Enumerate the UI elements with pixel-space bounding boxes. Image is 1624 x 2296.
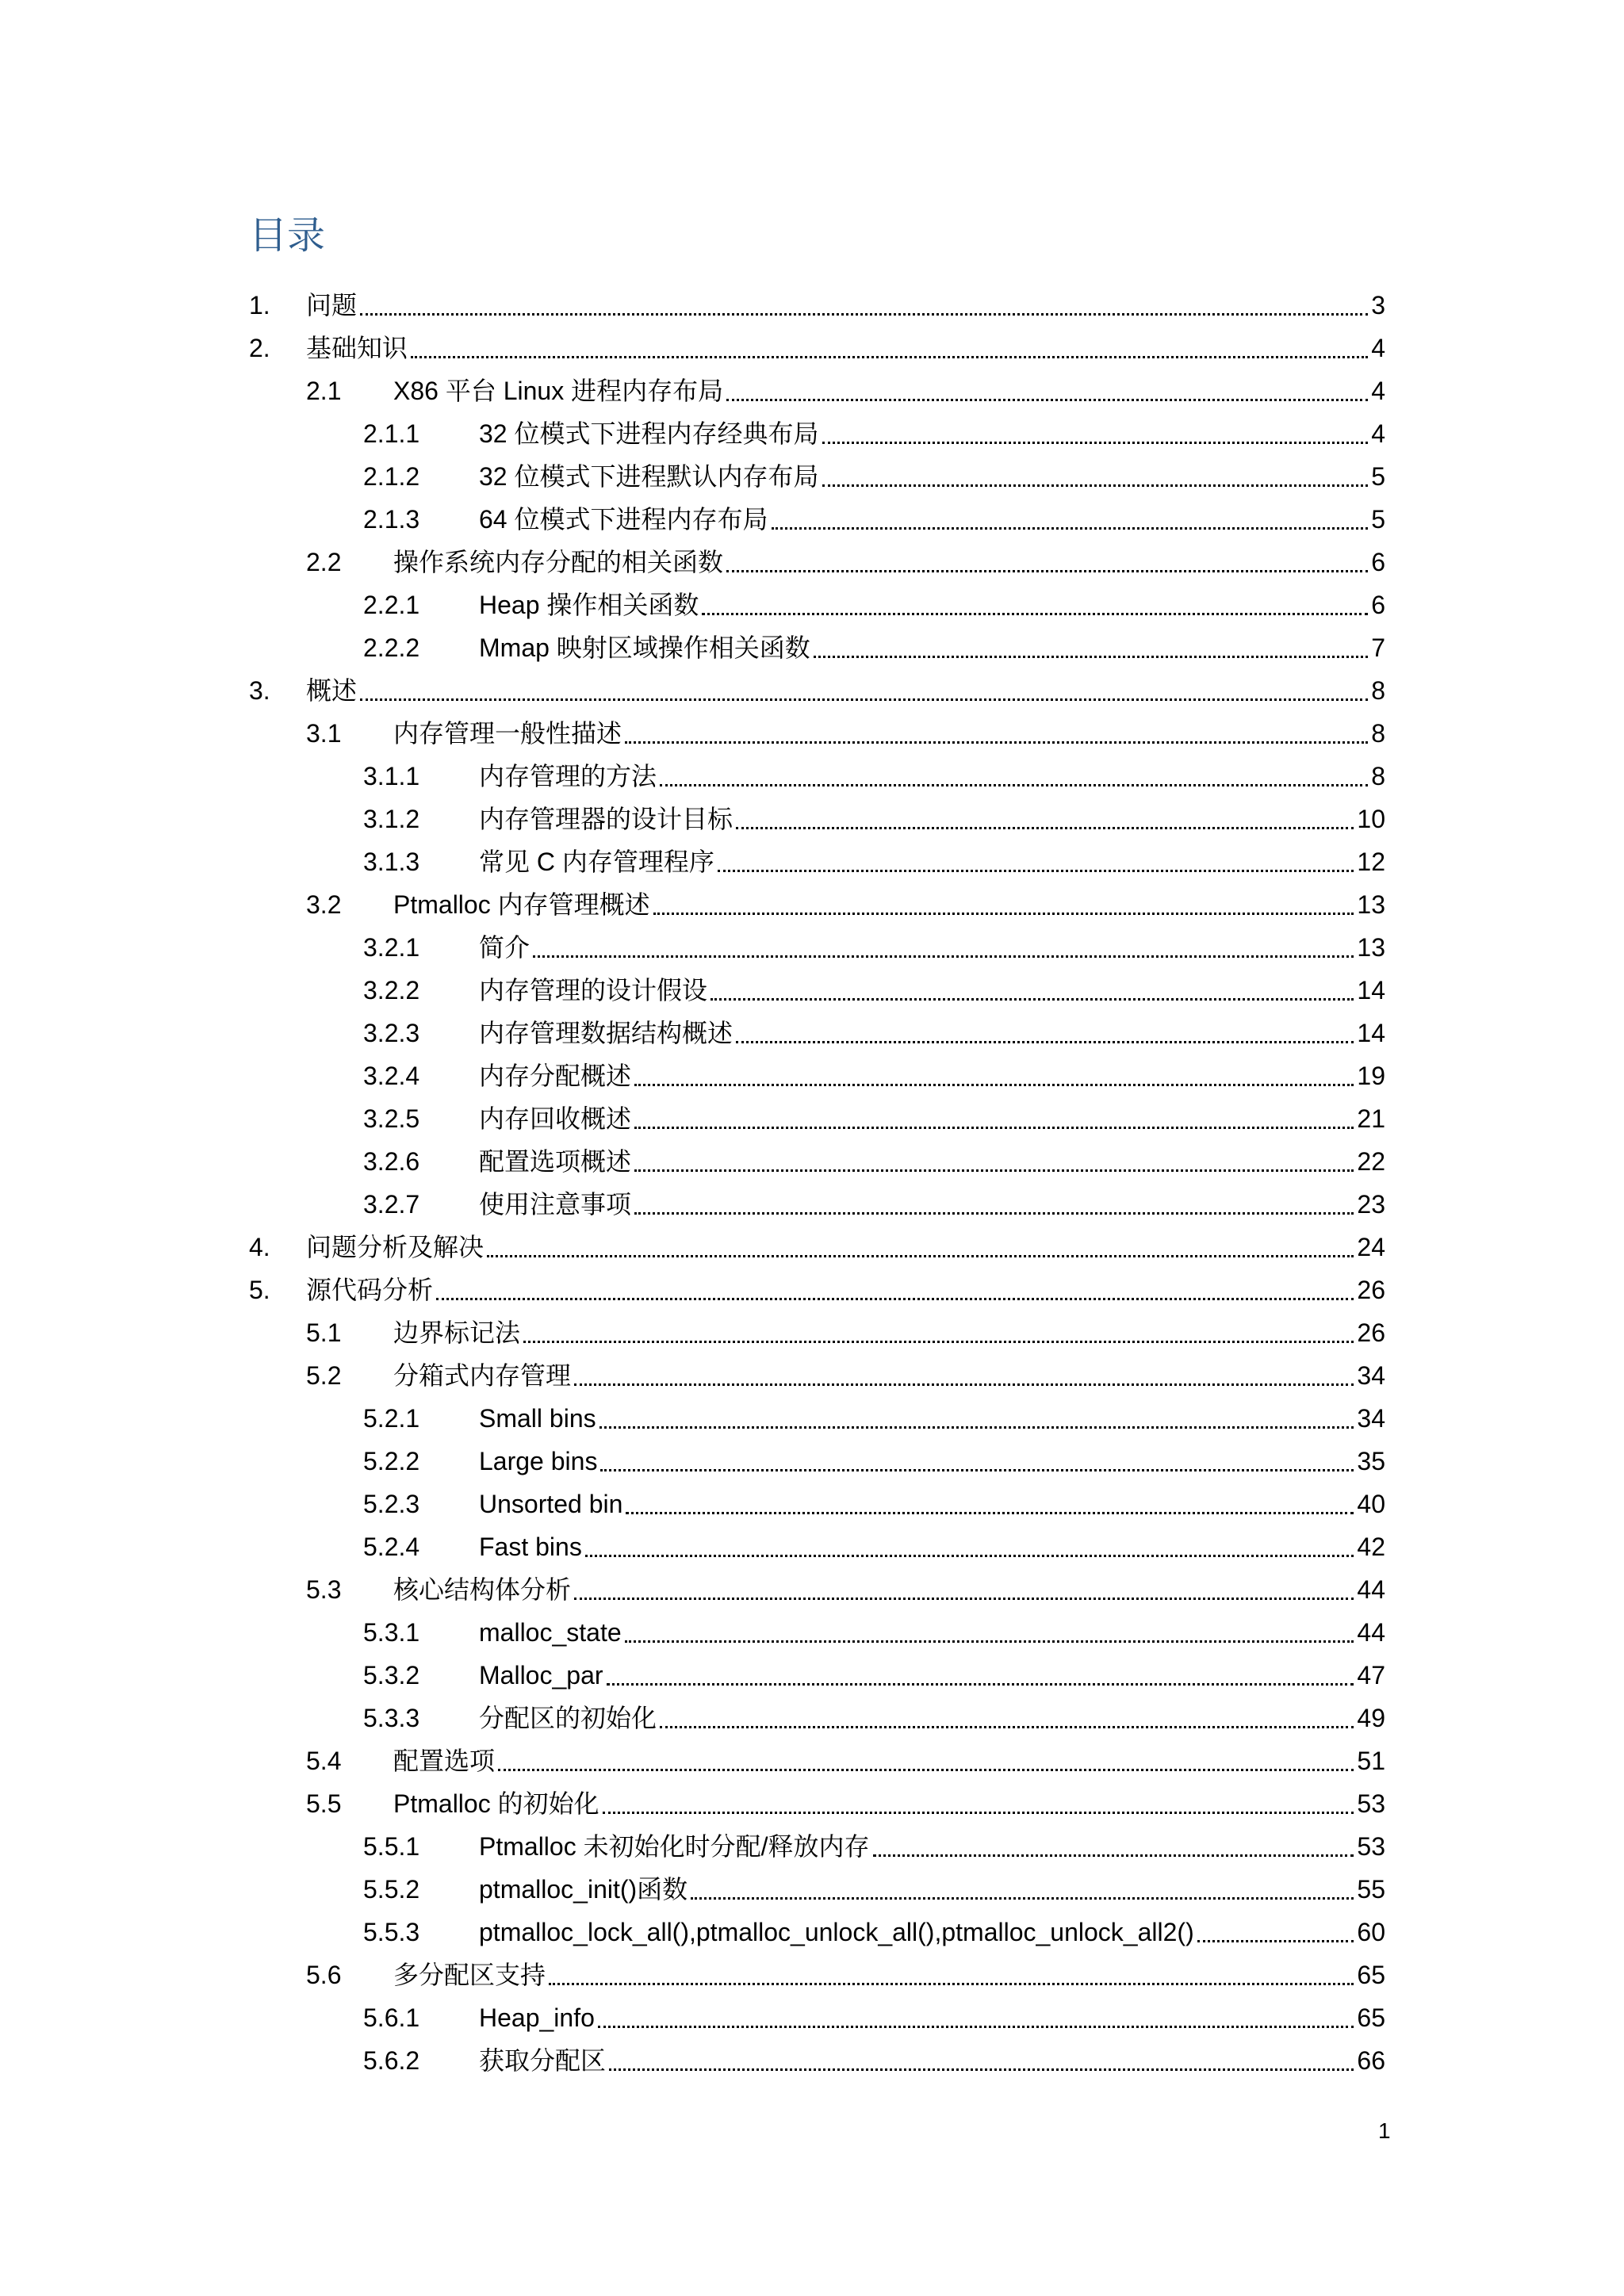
dot-leader — [634, 1127, 1354, 1129]
toc-entry-line — [479, 1444, 1385, 1479]
toc-entry-page: 24 — [1357, 1233, 1385, 1261]
dot-leader — [574, 1598, 1354, 1600]
dot-leader — [498, 1769, 1354, 1771]
toc-entry-page: 13 — [1357, 890, 1385, 919]
toc-entry-page: 10 — [1357, 805, 1385, 833]
toc-entry-title[interactable]: 配置选项 — [393, 1747, 496, 1775]
toc-entry[interactable] — [0, 1997, 1624, 2040]
toc-entry-number: 5.3.3 — [363, 1704, 420, 1732]
dot-leader — [814, 656, 1368, 658]
dot-leader — [634, 1084, 1354, 1086]
toc-entry[interactable] — [0, 627, 1624, 670]
toc-entry[interactable] — [0, 1569, 1624, 1612]
toc-entry-page: 6 — [1371, 548, 1385, 576]
toc-entry-line — [306, 288, 1385, 323]
toc-entry-number: 5.5.2 — [363, 1875, 420, 1904]
toc-entry-page: 7 — [1371, 633, 1385, 662]
toc-entry-page: 4 — [1371, 419, 1385, 448]
toc-entry-number: 3.2.6 — [363, 1147, 420, 1176]
toc-entry-title[interactable]: 概述 — [306, 676, 358, 705]
toc-entry-line — [393, 1957, 1385, 1992]
toc-entry-title[interactable]: 内存分配概述 — [479, 1062, 632, 1090]
toc-entry-line — [479, 630, 1385, 665]
dot-leader — [822, 484, 1369, 487]
toc-entry-number: 2.1 — [306, 377, 342, 405]
toc-entry-line — [479, 1915, 1385, 1950]
toc-entry-line — [393, 1315, 1385, 1350]
toc-entry-line — [479, 1829, 1385, 1864]
toc-entry-page: 42 — [1357, 1533, 1385, 1561]
toc-entry-number: 5.4 — [306, 1747, 342, 1775]
toc-entry[interactable] — [0, 1740, 1624, 1783]
toc-entry-number: 3.2 — [306, 890, 342, 919]
toc-entry-title[interactable]: 内存管理一般性描述 — [393, 719, 622, 748]
toc-entry-title[interactable]: 操作系统内存分配的相关函数 — [393, 548, 724, 576]
toc-entry-page: 4 — [1371, 334, 1385, 362]
dot-leader — [574, 1383, 1354, 1386]
toc-entry-line — [479, 844, 1385, 879]
toc-entry-page: 53 — [1357, 1789, 1385, 1818]
toc-entry[interactable] — [0, 499, 1624, 541]
dot-leader — [822, 442, 1369, 444]
toc-entry-page: 40 — [1357, 1490, 1385, 1518]
toc-entry[interactable] — [0, 841, 1624, 884]
toc-entry-title[interactable]: 问题分析及解决 — [306, 1233, 485, 1261]
toc-entry-number: 3.2.5 — [363, 1104, 420, 1133]
toc-entry-title[interactable]: 配置选项概述 — [479, 1147, 632, 1176]
toc-entry-title[interactable]: Heap_info — [479, 2003, 595, 2032]
toc-entry-line — [479, 1658, 1385, 1693]
toc-entry-line — [393, 1743, 1385, 1778]
toc-entry-page: 44 — [1357, 1575, 1385, 1604]
toc-entry-title[interactable]: malloc_state — [479, 1618, 622, 1647]
dot-leader — [360, 313, 1368, 316]
toc-entry[interactable] — [0, 1398, 1624, 1441]
toc-entry[interactable] — [0, 1954, 1624, 1997]
dot-leader — [411, 356, 1368, 358]
toc-entry-line — [479, 1401, 1385, 1436]
toc-entry-title[interactable]: ptmalloc_init()函数 — [479, 1875, 688, 1904]
toc-entry[interactable] — [0, 1483, 1624, 1526]
dot-leader — [660, 1726, 1354, 1728]
toc-entry-title[interactable]: 内存回收概述 — [479, 1104, 632, 1133]
page-number: 1 — [1378, 2118, 1391, 2143]
toc-entry[interactable] — [0, 456, 1624, 499]
dot-leader — [702, 613, 1368, 615]
toc-entry-number: 5. — [249, 1276, 270, 1304]
toc-entry-line — [479, 459, 1385, 494]
toc-entry-title[interactable]: 常见 C 内存管理程序 — [479, 848, 714, 876]
toc-entry-title[interactable]: Large bins — [479, 1447, 598, 1475]
toc-entry-line — [479, 1701, 1385, 1735]
toc-entry-page: 21 — [1357, 1104, 1385, 1133]
toc-entry-page: 3 — [1371, 291, 1385, 320]
toc-entry-page: 35 — [1357, 1447, 1385, 1475]
dot-leader — [607, 1683, 1354, 1686]
toc-entry[interactable] — [0, 1355, 1624, 1398]
toc-entry-page: 23 — [1357, 1190, 1385, 1219]
dot-leader — [1197, 1940, 1354, 1942]
toc-entry-line — [479, 1187, 1385, 1222]
toc-entry-line — [479, 1872, 1385, 1907]
toc-entry-number: 5.2 — [306, 1361, 342, 1390]
dot-leader — [710, 998, 1354, 1001]
toc-entry-line — [479, 1529, 1385, 1564]
toc-entry-title[interactable]: 基础知识 — [306, 334, 408, 362]
toc-entry-page: 6 — [1371, 591, 1385, 619]
toc-entry-line — [479, 1144, 1385, 1179]
toc-entry-number: 5.2.4 — [363, 1533, 420, 1561]
toc-entry-title[interactable]: Ptmalloc 的初始化 — [393, 1789, 599, 1818]
toc-entry-line — [479, 502, 1385, 537]
toc-entry-line — [479, 1058, 1385, 1093]
toc-entry-title[interactable]: ptmalloc_lock_all(),ptmalloc_unlock_all(),ptmalloc_unlock_all2() — [479, 1918, 1194, 1946]
dot-leader — [653, 913, 1354, 915]
toc-entry-line — [479, 2000, 1385, 2035]
toc-entry-page: 13 — [1357, 933, 1385, 962]
toc-entry[interactable] — [0, 1055, 1624, 1098]
toc-entry[interactable] — [0, 884, 1624, 927]
dot-leader — [660, 784, 1368, 786]
dot-leader — [436, 1298, 1354, 1300]
toc-entry-number: 3.2.1 — [363, 933, 420, 962]
dot-leader — [487, 1255, 1354, 1257]
toc-entry-number: 2.2 — [306, 548, 342, 576]
toc-entry-line — [479, 802, 1385, 836]
dot-leader — [599, 1426, 1354, 1429]
dot-leader — [736, 1041, 1354, 1043]
toc-entry-number: 5.2.1 — [363, 1404, 420, 1433]
toc-entry-page: 4 — [1371, 377, 1385, 405]
toc-entry-number: 2.2.2 — [363, 633, 420, 662]
toc-entry[interactable] — [0, 1441, 1624, 1483]
toc-entry-number: 5.5 — [306, 1789, 342, 1818]
toc-entry-number: 2.1.1 — [363, 419, 420, 448]
toc-entry-number: 2.1.2 — [363, 462, 420, 491]
toc-entry-title[interactable]: Ptmalloc 未初始化时分配/释放内存 — [479, 1832, 870, 1861]
toc-entry-line — [479, 1016, 1385, 1050]
toc-entry-number: 1. — [249, 291, 270, 320]
dot-leader — [691, 1897, 1354, 1900]
dot-leader — [533, 955, 1354, 958]
toc-entry[interactable] — [0, 584, 1624, 627]
dot-leader — [603, 1812, 1354, 1814]
toc-entry-page: 55 — [1357, 1875, 1385, 1904]
toc-entry-page: 8 — [1371, 676, 1385, 705]
toc-entry-page: 8 — [1371, 762, 1385, 790]
toc-entry-number: 3. — [249, 676, 270, 705]
toc-entry-line — [479, 1487, 1385, 1521]
toc-entry[interactable] — [0, 2040, 1624, 2083]
toc-entry-line — [479, 1101, 1385, 1136]
toc-entry-title[interactable]: Mmap 映射区域操作相关函数 — [479, 633, 810, 662]
toc-entry[interactable] — [0, 798, 1624, 841]
toc-entry[interactable] — [0, 670, 1624, 713]
toc-entry[interactable] — [0, 1526, 1624, 1569]
toc-entry-page: 66 — [1357, 2046, 1385, 2075]
toc-entry-number: 2.1.3 — [363, 505, 420, 534]
toc-entry-number: 5.5.1 — [363, 1832, 420, 1861]
toc-entry-page: 14 — [1357, 1019, 1385, 1047]
toc-entry-title[interactable]: 使用注意事项 — [479, 1190, 632, 1219]
toc-entry-number: 3.2.4 — [363, 1062, 420, 1090]
dot-leader — [772, 527, 1369, 530]
toc-entry-page: 5 — [1371, 505, 1385, 534]
toc-entry-page: 49 — [1357, 1704, 1385, 1732]
toc-entry-line — [393, 545, 1385, 580]
toc-entry-title[interactable]: 内存管理的方法 — [479, 762, 657, 790]
toc-entry-line — [393, 1358, 1385, 1393]
dot-leader — [600, 1469, 1354, 1471]
toc-entry-title[interactable]: X86 平台 Linux 进程内存布局 — [393, 377, 724, 405]
toc-entry-line — [479, 930, 1385, 965]
toc-entry-title[interactable]: 分配区的初始化 — [479, 1704, 657, 1732]
dot-leader — [634, 1212, 1354, 1215]
toc-entry-line — [393, 716, 1385, 751]
dot-leader — [736, 827, 1354, 829]
toc-entry-page: 53 — [1357, 1832, 1385, 1861]
dot-leader — [625, 741, 1368, 744]
toc-entry[interactable] — [0, 927, 1624, 970]
toc-entry[interactable] — [0, 1184, 1624, 1226]
toc-entry-title[interactable]: 边界标记法 — [393, 1318, 521, 1347]
toc-entry-title[interactable]: 32 位模式下进程默认内存布局 — [479, 462, 819, 491]
dot-leader — [523, 1341, 1354, 1343]
toc-entry-title[interactable]: 64 位模式下进程内存布局 — [479, 505, 768, 534]
toc-entry[interactable] — [0, 713, 1624, 756]
dot-leader — [873, 1854, 1354, 1857]
toc-entry-title[interactable]: Fast bins — [479, 1533, 582, 1561]
toc-entry-page: 34 — [1357, 1361, 1385, 1390]
toc-entry-number: 5.2.3 — [363, 1490, 420, 1518]
toc-entry[interactable] — [0, 541, 1624, 584]
toc-entry-title[interactable]: 内存管理数据结构概述 — [479, 1019, 733, 1047]
toc-entry-title[interactable]: Small bins — [479, 1404, 596, 1433]
toc-entry-number: 3.2.2 — [363, 976, 420, 1004]
toc-entry-number: 5.2.2 — [363, 1447, 420, 1475]
toc-entry[interactable] — [0, 1012, 1624, 1055]
toc-entry[interactable] — [0, 1826, 1624, 1869]
dot-leader — [585, 1555, 1354, 1557]
toc-entry-page: 19 — [1357, 1062, 1385, 1090]
toc-entry-line — [479, 587, 1385, 622]
toc-entry-number: 5.6.1 — [363, 2003, 420, 2032]
toc-entry-number: 4. — [249, 1233, 270, 1261]
toc-entry-number: 3.1 — [306, 719, 342, 748]
toc-entry-title[interactable]: Ptmalloc 内存管理概述 — [393, 890, 650, 919]
toc-entry[interactable] — [0, 413, 1624, 456]
toc-entry-number: 5.6 — [306, 1961, 342, 1989]
dot-leader — [626, 1512, 1354, 1514]
toc-entry-title[interactable]: 简介 — [479, 933, 530, 962]
toc-entry-title[interactable]: 获取分配区 — [479, 2046, 607, 2075]
dot-leader — [549, 1983, 1354, 1985]
toc-title: 目录 — [249, 215, 326, 257]
toc-entry-page: 34 — [1357, 1404, 1385, 1433]
toc-entry-page: 14 — [1357, 976, 1385, 1004]
toc-entry[interactable] — [0, 1226, 1624, 1269]
toc-entry-page: 8 — [1371, 719, 1385, 748]
toc-entry-title[interactable]: 32 位模式下进程内存经典布局 — [479, 419, 819, 448]
toc-entry-line — [479, 973, 1385, 1008]
toc-entry-page: 60 — [1357, 1918, 1385, 1946]
dot-leader — [360, 698, 1368, 701]
toc-entry[interactable] — [0, 1697, 1624, 1740]
toc-entry-line — [306, 1272, 1385, 1307]
toc-entry-line — [393, 1572, 1385, 1607]
toc-entry-number: 5.3.2 — [363, 1661, 420, 1689]
toc-entry-number: 3.1.2 — [363, 805, 420, 833]
toc-entry-line — [306, 673, 1385, 708]
toc-entry-title[interactable]: 内存管理器的设计目标 — [479, 805, 733, 833]
dot-leader — [634, 1169, 1354, 1172]
toc-entry-title[interactable]: 多分配区支持 — [393, 1961, 546, 1989]
toc-entry-number: 5.5.3 — [363, 1918, 420, 1946]
toc-entry-line — [393, 887, 1385, 922]
toc-entry-title[interactable]: 分箱式内存管理 — [393, 1361, 572, 1390]
toc-entry-number: 3.2.7 — [363, 1190, 420, 1219]
toc-entry-number: 3.1.1 — [363, 762, 420, 790]
toc-entry-number: 2.2.1 — [363, 591, 420, 619]
toc-entry-line — [479, 2043, 1385, 2078]
toc-entry-line — [479, 416, 1385, 451]
toc-entry-page: 22 — [1357, 1147, 1385, 1176]
toc-entry-page: 47 — [1357, 1661, 1385, 1689]
toc-entry[interactable] — [0, 370, 1624, 413]
toc-entry-title[interactable]: 源代码分析 — [306, 1276, 434, 1304]
toc-entry-title[interactable]: Heap 操作相关函数 — [479, 591, 699, 619]
toc-entry-number: 3.2.3 — [363, 1019, 420, 1047]
toc-entry-number: 2. — [249, 334, 270, 362]
toc-entry-page: 26 — [1357, 1318, 1385, 1347]
toc-entry-page: 65 — [1357, 2003, 1385, 2032]
toc-entry[interactable] — [0, 1312, 1624, 1355]
toc-entry-title[interactable]: 核心结构体分析 — [393, 1575, 572, 1604]
dot-leader — [625, 1640, 1354, 1643]
toc-entry-number: 5.3 — [306, 1575, 342, 1604]
toc-entry-line — [479, 759, 1385, 794]
toc-entry-number: 5.6.2 — [363, 2046, 420, 2075]
toc-entry-title[interactable]: Unsorted bin — [479, 1490, 623, 1518]
toc-entry-page: 26 — [1357, 1276, 1385, 1304]
toc-entry-line — [393, 373, 1385, 408]
toc-entry[interactable] — [0, 285, 1624, 327]
toc-entry[interactable] — [0, 970, 1624, 1012]
toc-entry[interactable] — [0, 1612, 1624, 1655]
toc-entry[interactable] — [0, 1269, 1624, 1312]
toc-entry-title[interactable]: Malloc_par — [479, 1661, 603, 1689]
toc-entry-title[interactable]: 内存管理的设计假设 — [479, 976, 708, 1004]
toc-entry[interactable] — [0, 1869, 1624, 1911]
toc-entry[interactable] — [0, 1098, 1624, 1141]
toc-entry[interactable] — [0, 1141, 1624, 1184]
toc-entry[interactable] — [0, 1783, 1624, 1826]
toc-entry-page: 51 — [1357, 1747, 1385, 1775]
toc-entry-number: 3.1.3 — [363, 848, 420, 876]
toc-entry-title[interactable]: 问题 — [306, 291, 358, 320]
toc-entry-page: 44 — [1357, 1618, 1385, 1647]
dot-leader — [726, 570, 1368, 572]
toc-entry[interactable] — [0, 1911, 1624, 1954]
toc-entry[interactable] — [0, 756, 1624, 798]
toc-entry-line — [393, 1786, 1385, 1821]
toc-entry-line — [306, 331, 1385, 365]
toc-entry-page: 65 — [1357, 1961, 1385, 1989]
dot-leader — [726, 399, 1368, 401]
toc-entry-number: 5.3.1 — [363, 1618, 420, 1647]
dot-leader — [718, 870, 1354, 872]
dot-leader — [609, 2068, 1354, 2071]
toc-entry-page: 5 — [1371, 462, 1385, 491]
toc-entry[interactable] — [0, 1655, 1624, 1697]
toc-entry[interactable] — [0, 327, 1624, 370]
toc-entry-line — [306, 1230, 1385, 1265]
dot-leader — [598, 2026, 1354, 2028]
toc-entry-page: 12 — [1357, 848, 1385, 876]
toc-entry-line — [479, 1615, 1385, 1650]
toc-entry-number: 5.1 — [306, 1318, 342, 1347]
